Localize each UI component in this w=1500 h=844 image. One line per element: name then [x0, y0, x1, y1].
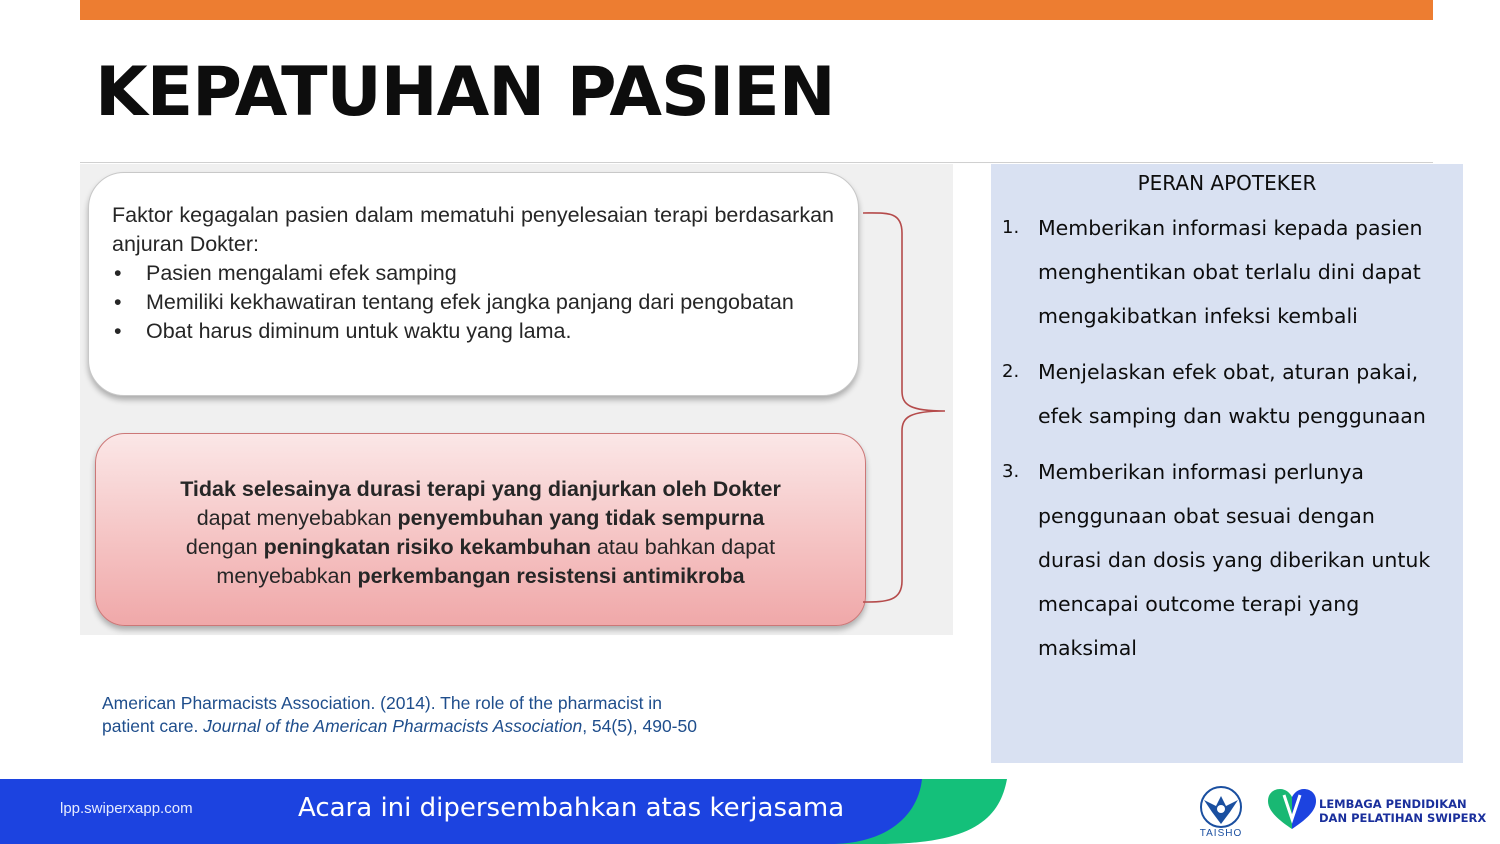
factor-item: • Pasien mengalami efek samping [112, 259, 834, 288]
role-panel-title: PERAN APOTEKER [1137, 171, 1317, 195]
consequence-line-4: menyebabkan perkembangan resistensi antimikroba [216, 564, 745, 588]
title-divider [80, 162, 1433, 163]
taisho-label: TAISHO [1199, 828, 1243, 839]
role-item: 1. Memberikan informasi kepada pasien menghentikan obat terlalu dini dapat mengakibatkan infeksi kembali [1000, 206, 1440, 338]
factor-item: • Obat harus diminum untuk waktu yang lama. [112, 317, 834, 346]
consequence-card [95, 433, 866, 626]
role-item: 2. Menjelaskan efek obat, aturan pakai, efek samping dan waktu penggunaan [1000, 350, 1440, 438]
role-list [1000, 206, 1440, 682]
role-number: 3. [1002, 461, 1020, 482]
factors-card [88, 172, 859, 396]
reference-citation: American Pharmacists Association. (2014). The role of the pharmacist in patient care. Journal of the American Pharmacists Association, 54(5), 490-50 [102, 693, 697, 736]
role-number: 1. [1002, 217, 1020, 238]
factor-item: • Memiliki kekhawatiran tentang efek jangka panjang dari pengobatan [112, 288, 834, 317]
lpp-logo-text: LEMBAGA PENDIDIKAN DAN PELATIHAN SWIPERX [1319, 797, 1487, 825]
heart-logo-icon [1268, 789, 1316, 831]
footer-sponsor-text: Acara ini dipersembahkan atas kerjasama [298, 793, 845, 823]
factors-intro: Faktor kegagalan pasien dalam mematuhi penyelesaian terapi berdasarkan anjuran Dokter: [112, 203, 834, 256]
right-brace-icon [855, 205, 947, 607]
consequence-line-3: dengan peningkatan risiko kekambuhan atau bahkan dapat [185, 535, 776, 559]
slide-title: KEPATUHAN PASIEN [95, 53, 835, 132]
factors-list [112, 259, 834, 346]
role-number: 2. [1002, 361, 1020, 382]
consequence-line-2: dapat menyebabkan penyembuhan yang tidak sempurna [196, 506, 765, 530]
footer-url: lpp.swiperxapp.com [60, 800, 193, 817]
role-item: 3. Memberikan informasi perlunya penggunaan obat sesuai dengan durasi dan dosis yang diberikan untuk mencapai outcome terapi yang maksimal [1000, 450, 1440, 670]
top-accent-bar [80, 0, 1433, 20]
consequence-line-1: Tidak selesainya durasi terapi yang dianjurkan oleh Dokter [180, 477, 781, 501]
